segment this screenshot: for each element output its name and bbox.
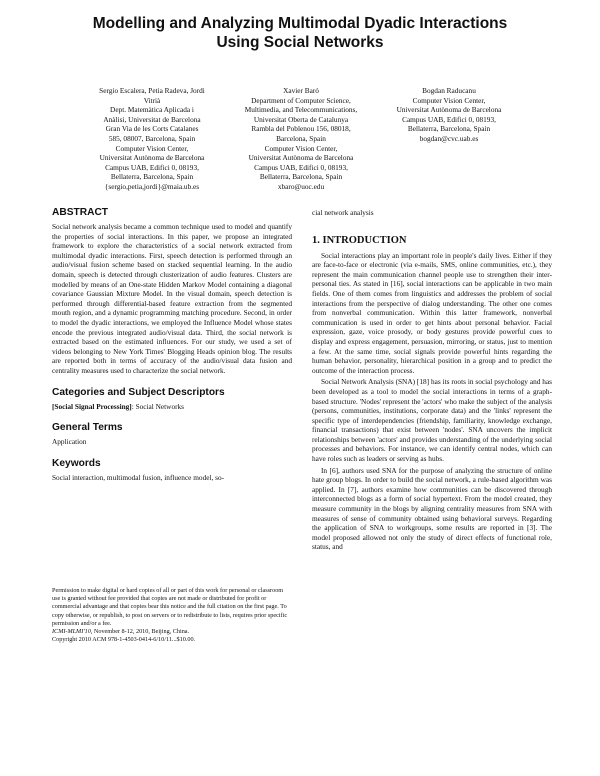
introduction-heading: 1. INTRODUCTION	[312, 234, 407, 246]
categories-descriptor: : Social Networks	[131, 401, 185, 411]
author-line: Multimedia, and Telecommunications,	[244, 105, 358, 115]
author-line: Bogdan Raducanu	[422, 86, 476, 95]
keywords-continuation: cial network analysis	[312, 208, 374, 217]
permission-notice: Permission to make digital or hard copies of all or part of this work for personal or classroom use is granted without fee provided that copies are not made or distributed for profit or commercial advantage and that copies bear this notice and the full citation on the first page. To copy otherwise, or republish, to post on servers or to redistribute to lists, requires prior specific permission and/or a fee.	[52, 587, 288, 627]
author-block-2	[221, 86, 381, 192]
author-line: Rambla del Poblenou 156, 08018,	[251, 124, 351, 134]
title-line-2: Using Social Networks	[216, 34, 384, 51]
author-line: Computer Vision Center,	[264, 143, 338, 153]
author-line: Computer Vision Center,	[115, 143, 189, 153]
intro-paragraph-2: Social Network Analysis (SNA) [18] has its roots in social psychology and has been developed as a tool to model the social interactions in terms of a graph-based structure. 'Nodes' represent the 'actors' who make the subject of the analysis (persons, communities, institutions, corporate data) and the 'links' represent the specific type of interdependencies (friendship, familiarity, knowledge exchange, financial transactions) that exist between 'nodes'. SNA uncovers the implicit relationships between 'actors' and provides understanding of the underlying social processes and behaviors. For instance, we can identify central nodes, which can have roles such as leaders or serving as hubs.	[312, 377, 552, 464]
author-line: Campus UAB, Edifici 0, 08193,	[402, 114, 496, 124]
categories-text	[52, 402, 292, 412]
author-line: Vitrià	[143, 95, 161, 105]
author-line: Universitat Autònoma de Barcelona	[248, 153, 354, 163]
author-line: Computer Vision Center,	[412, 95, 486, 105]
copyright-line: Copyright 2010 ACM 978-1-4503-0414-6/10/11...$10.00.	[52, 636, 196, 644]
author-email[interactable]: bogdan@cvc.uab.es	[419, 133, 479, 143]
author-line: Universitat Autònoma de Barcelona	[99, 153, 205, 163]
intro-paragraph-3: In [6], authors used SNA for the purpose of analyzing the structure of online hate group blogs. In order to build the social network, a rule-based algorithm was applied. In [7], authors examine how communities can be discovered through interconnected blogs as a form of social hypertext. From the model created, they measure community in the blogs by aligning centrality measures from SNA with measures of sense of community obtained using behavioral surveys. Regarding the application of SNA to workgroups, some results are reported in [3]. The model proposed allowed not only the study of direct effects of functional role, status, and	[312, 465, 552, 552]
abstract-text: Social network analysis became a common technique used to model and quantify the properties of social interactions. In this paper, we propose an integrated framework to explore the characteristics of a social network extracted from multimodal dyadic interactions. First, speech detection is performed through an audio/visual fusion scheme based on stacked sequential learning. In the audio domain, speech is detected through clusterization of audio features. Clusters are modelled by means of an One-state Hidden Markov Model containing a diagonal covariance Gaussian Mixture Model. In the visual domain, speech detection is performed through differential-based feature extraction from the segmented mouth region, and a dynamic programming matching procedure. Second, in order to model the dyadic interactions, we employed the Influence Model whose states encode the previous integrated audio/visual data. Third, the social network is extracted based on the estimated influences. For our study, we used a set of videos belonging to New York Times' Blogging Heads opinion blog. The results are reported both in terms of accuracy of the audio/visual data fusion and centrality measures used to characterize the social network.	[52, 222, 292, 375]
right-column	[312, 208, 552, 552]
author-block-3	[369, 86, 529, 144]
general-terms-heading: General Terms	[52, 422, 123, 434]
categories-code: [Social Signal Processing]	[52, 401, 132, 411]
author-email[interactable]: xbaro@uoc.edu	[277, 181, 325, 191]
author-line: Campus UAB, Edifici 0, 08193,	[254, 162, 348, 172]
venue-name: ICMI-MLMI'10,	[52, 628, 93, 636]
venue-line	[52, 628, 292, 636]
author-line: Anàlisi, Universitat de Barcelona	[103, 114, 201, 124]
author-line: Universitat Oberta de Catalunya	[253, 114, 349, 124]
intro-paragraph-1: Social interactions play an important role in people's daily lives. Either if they are face-to-face or electronic (via e-mails, SMS, online communities, etc.), they represent the main communication channel people use to strengthen their inter-personal ties. As stated in [16], social interactions can be applicable in two main fields. One of them comes from linguistics and addresses the problem of social interactions from the perspective of dialog understanding. The other one comes from nonverbal communication. Within this latter framework, nonverbal communication is used in order to get hints about personal behavior. Facial expression, gaze, voice prosody, or body gestures provide powerful cues to display and express engagement, persuasion, mirroring, or status, just to mention a few. At the same time, social signals provide powerful hints regarding the human behavior, personality, hierarchical position in a group and to predict the outcome of the interaction process.	[312, 250, 552, 375]
author-line: Gran Via de les Corts Catalanes	[105, 124, 199, 134]
venue-dates: November 8-12, 2010, Beijing, China.	[93, 628, 190, 636]
author-line: Bellaterra, Barcelona, Spain	[110, 172, 194, 182]
left-column	[52, 207, 292, 482]
author-line: Dept. Matemàtica Aplicada i	[110, 105, 194, 115]
author-line: Universitat Autònoma de Barcelona	[396, 105, 502, 115]
abstract-heading: ABSTRACT	[52, 207, 109, 218]
author-line: Barcelona, Spain	[276, 133, 326, 143]
title-line-1: Modelling and Analyzing Multimodal Dyadic Interactions	[92, 15, 508, 32]
author-line: Department of Computer Science,	[251, 95, 351, 105]
author-line: Sergio Escalera, Petia Radeva, Jordi	[99, 86, 205, 95]
copyright-footnote	[52, 587, 292, 644]
author-email[interactable]: {sergio,petia,jordi}@maia.ub.es	[104, 181, 200, 191]
author-block-1	[72, 86, 232, 192]
paper-title	[40, 14, 560, 52]
author-line: 585, 08007, Barcelona, Spain	[108, 133, 196, 143]
author-line: Xavier Baró	[283, 86, 319, 95]
general-terms-text: Application	[52, 437, 87, 447]
author-line: Campus UAB, Edifici 0, 08193,	[105, 162, 199, 172]
keywords-heading: Keywords	[52, 457, 101, 469]
author-line: Bellaterra, Barcelona, Spain	[407, 124, 491, 134]
keywords-text: Social interaction, multimodal fusion, influence model, so-	[52, 472, 225, 482]
categories-heading: Categories and Subject Descriptors	[52, 386, 225, 398]
author-line: Bellaterra, Barcelona, Spain	[259, 172, 343, 182]
